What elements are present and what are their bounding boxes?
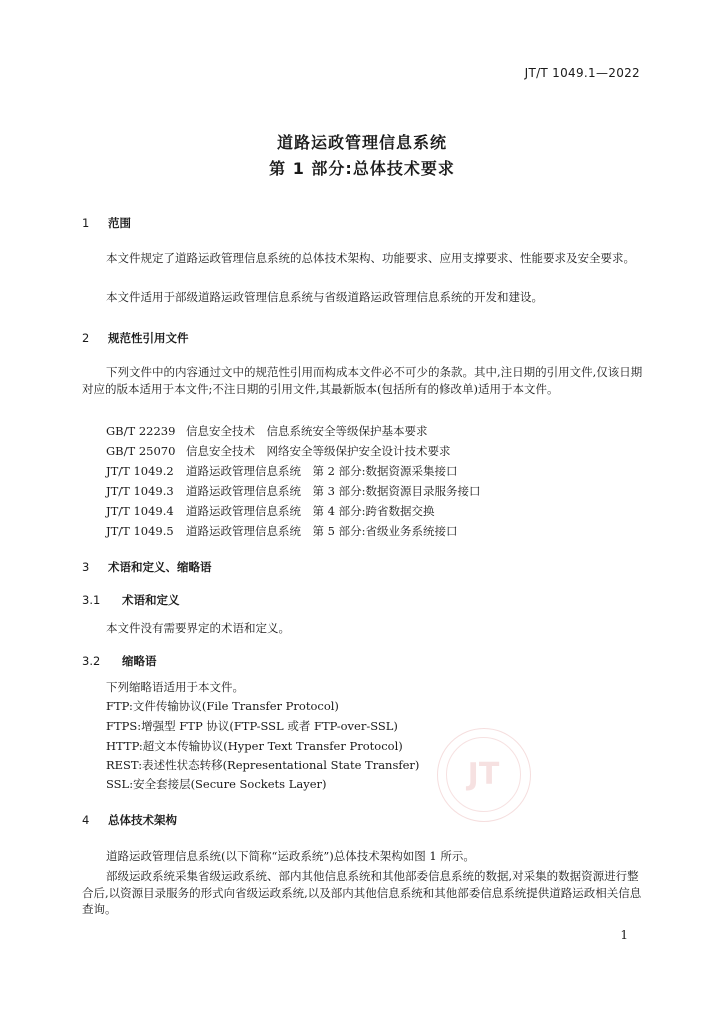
- reference-item: [106, 483, 481, 499]
- section-1-paragraph-1: 本文件规定了道路运政管理信息系统的总体技术架构、功能要求、应用支撑要求、性能要求及安全要求。: [106, 251, 635, 265]
- reference-code: JT/T 1049.2: [106, 464, 174, 478]
- reference-code: GB/T 22239: [106, 424, 176, 438]
- section-3-2-heading: [82, 653, 157, 669]
- reference-item: [106, 503, 435, 519]
- section-2-heading: [82, 330, 189, 346]
- section-4-paragraph-2: 部级运政系统采集省级运政系统、部内其他信息系统和其他部委信息系统的数据,对采集的数据资源进行整合后,以资源目录服务的形式向省级运政系统,以及部内其他信息系统和其他部委信息系统提供道路运政相关信息查询。: [82, 869, 642, 916]
- section-number: 3.2: [82, 654, 101, 668]
- section-1-heading: [82, 215, 131, 231]
- reference-code: JT/T 1049.4: [106, 504, 174, 518]
- jt-watermark-seal: [437, 728, 531, 822]
- reference-title: 信息安全技术 网络安全等级保护安全设计技术要求: [186, 444, 451, 458]
- watermark-text: JT: [446, 737, 521, 812]
- reference-title: 信息安全技术 信息系统安全等级保护基本要求: [186, 424, 428, 438]
- reference-code: JT/T 1049.3: [106, 484, 174, 498]
- section-number: 1: [82, 216, 90, 230]
- standard-code: JT/T 1049.1—2022: [524, 66, 640, 80]
- page-number: 1: [620, 928, 628, 942]
- document-subtitle: 第 1 部分:总体技术要求: [269, 159, 455, 178]
- abbreviation-item: FTP:文件传输协议(File Transfer Protocol): [106, 699, 339, 713]
- abbreviations-intro: 下列缩略语适用于本文件。: [106, 680, 244, 694]
- section-3-1-text: 本文件没有需要界定的术语和定义。: [106, 621, 290, 635]
- section-4-paragraph-1: 道路运政管理信息系统(以下简称“运政系统”)总体技术架构如图 1 所示。: [106, 849, 475, 863]
- reference-item: [106, 523, 458, 539]
- section-3-heading: [82, 559, 212, 575]
- reference-code: JT/T 1049.5: [106, 524, 174, 538]
- section-title: 术语和定义: [122, 593, 180, 607]
- reference-title: 道路运政管理信息系统 第 4 部分:跨省数据交换: [186, 504, 435, 518]
- reference-code: GB/T 25070: [106, 444, 176, 458]
- reference-item: [106, 423, 428, 439]
- section-title: 范围: [108, 216, 131, 230]
- reference-title: 道路运政管理信息系统 第 3 部分:数据资源目录服务接口: [186, 484, 481, 498]
- abbreviation-item: HTTP:超文本传输协议(Hyper Text Transfer Protocol): [106, 739, 403, 753]
- section-title: 术语和定义、缩略语: [108, 560, 212, 574]
- section-title: 规范性引用文件: [108, 331, 189, 345]
- section-title: 总体技术架构: [108, 813, 177, 827]
- section-number: 3.1: [82, 593, 101, 607]
- section-3-1-heading: [82, 592, 180, 608]
- reference-item: [106, 463, 458, 479]
- reference-item: [106, 443, 451, 459]
- section-title: 缩略语: [122, 654, 157, 668]
- abbreviation-item: FTPS:增强型 FTP 协议(FTP-SSL 或者 FTP-over-SSL): [106, 719, 398, 733]
- reference-title: 道路运政管理信息系统 第 2 部分:数据资源采集接口: [186, 464, 458, 478]
- document-title: 道路运政管理信息系统: [276, 133, 447, 152]
- section-4-heading: [82, 812, 177, 828]
- section-2-intro: 下列文件中的内容通过文中的规范性引用而构成本文件必不可少的条款。其中,注日期的引用文件,仅该日期对应的版本适用于本文件;不注日期的引用文件,其最新版本(包括所有的修改单)适用于本文件。: [82, 365, 643, 396]
- abbreviation-item: REST:表述性状态转移(Representational State Transfer): [106, 758, 420, 772]
- reference-title: 道路运政管理信息系统 第 5 部分:省级业务系统接口: [186, 524, 458, 538]
- section-number: 2: [82, 331, 90, 345]
- abbreviation-item: SSL:安全套接层(Secure Sockets Layer): [106, 777, 327, 791]
- section-number: 3: [82, 560, 90, 574]
- section-1-paragraph-2: 本文件适用于部级道路运政管理信息系统与省级道路运政管理信息系统的开发和建设。: [106, 290, 543, 304]
- section-number: 4: [82, 813, 90, 827]
